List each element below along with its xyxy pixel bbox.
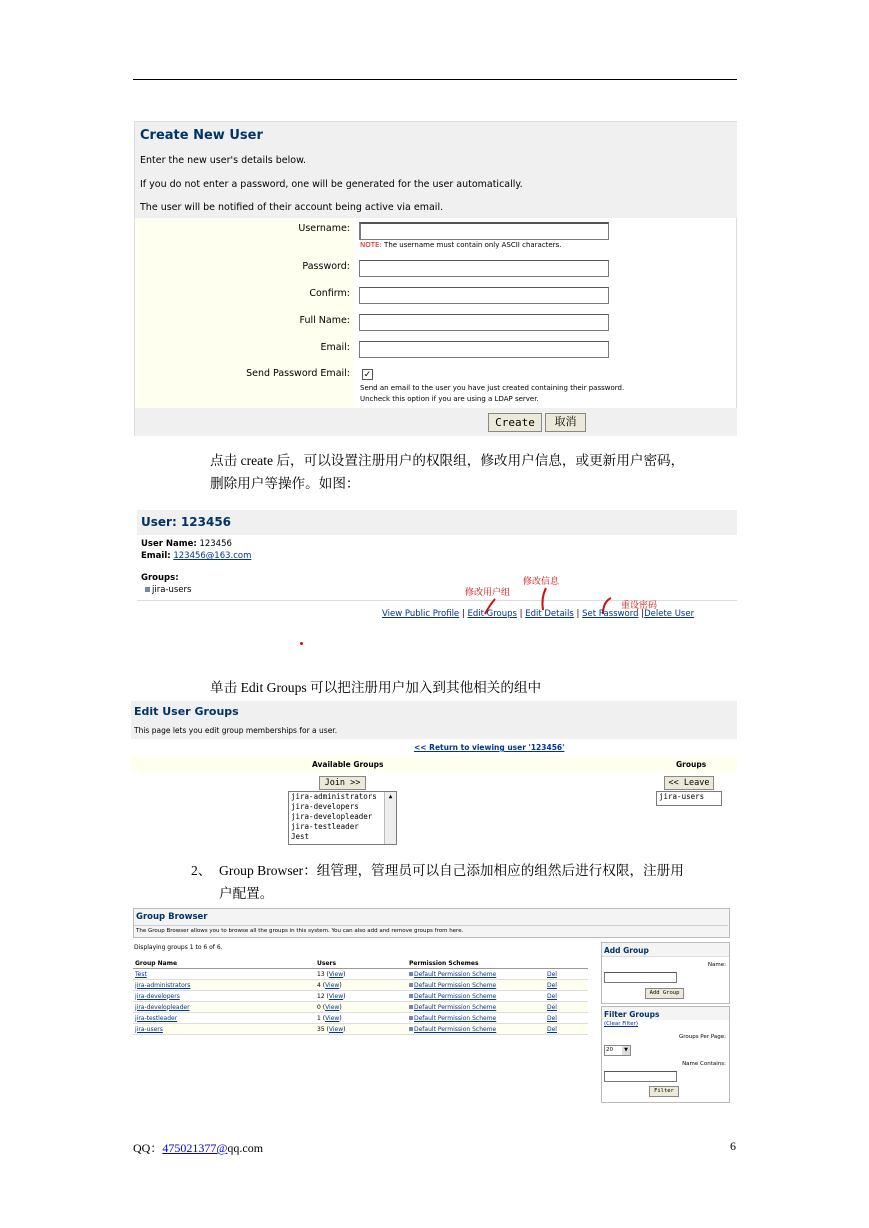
groups-per-page-select[interactable] [604, 1045, 631, 1056]
create-button[interactable]: Create [488, 413, 542, 432]
name-contains-input[interactable] [604, 1071, 677, 1082]
view-users-link[interactable]: View [328, 1025, 344, 1033]
table-row: jira-developers 12 (View) Default Permission Scheme Del [133, 991, 588, 1002]
paragraph-3-line-2: 户配置。 [219, 886, 274, 901]
square-bullet-icon [409, 1005, 413, 1009]
group-name-link[interactable]: jira-users [135, 1025, 163, 1033]
footer-qq-domain: qq.com [227, 1141, 264, 1155]
return-link[interactable]: << Return to viewing user '123456' [414, 743, 565, 752]
user-count: 4 [317, 981, 321, 989]
filter-button[interactable]: Filter [649, 1086, 679, 1097]
col-group-name: Group Name [133, 958, 315, 969]
note-prefix: NOTE: [360, 241, 382, 249]
view-users-link[interactable]: View [325, 1003, 340, 1011]
password-label: Password: [302, 261, 350, 272]
create-user-title: Create New User [140, 128, 263, 143]
permission-scheme-link[interactable]: Default Permission Scheme [414, 1025, 497, 1033]
groups-per-page-value: 20 [606, 1047, 613, 1053]
footer-qq-label: QQ： [133, 1141, 163, 1155]
fullname-label: Full Name: [299, 315, 350, 326]
group-name-link[interactable]: jira-developleader [135, 1003, 190, 1011]
username-label: Username: [298, 223, 350, 234]
group-name-link[interactable]: jira-administrators [135, 981, 191, 989]
col-actions [545, 958, 588, 969]
square-bullet-icon [409, 972, 413, 976]
available-group-item[interactable]: jira-developleader [291, 812, 373, 821]
paragraph-3-line-1: Group Browser：组管理，管理员可以自己添加相应的组然后进行权限，注册用 [219, 863, 684, 878]
col-users: Users [315, 958, 407, 969]
col-permission-schemes: Permission Schemes [407, 958, 545, 969]
add-group-button[interactable]: Add Group [645, 988, 684, 999]
delete-group-link[interactable]: Del [547, 1003, 557, 1011]
paragraph-1-line-1: 点击 create 后，可以设置注册用户的权限组，修改用户信息，或更新用户密码， [210, 453, 685, 468]
footer-qq [133, 1139, 263, 1156]
view-users-link[interactable]: View [325, 1014, 340, 1022]
group-name-link[interactable]: jira-testleader [135, 1014, 178, 1022]
square-bullet-icon [409, 1027, 413, 1031]
groups-label: Groups: [141, 573, 179, 583]
edit-groups-panel [131, 701, 737, 844]
permission-scheme-link[interactable]: Default Permission Scheme [414, 1014, 497, 1022]
edit-details-link[interactable]: Edit Details [525, 609, 574, 619]
page-number: 6 [730, 1139, 736, 1153]
filter-groups-title: Filter Groups [604, 1010, 660, 1019]
permission-scheme-link[interactable]: Default Permission Scheme [414, 970, 497, 978]
group-name-link[interactable]: Test [135, 970, 147, 978]
email-input[interactable] [359, 341, 609, 358]
view-users-link[interactable]: View [325, 981, 340, 989]
square-bullet-icon [409, 994, 413, 998]
delete-group-link[interactable]: Del [547, 981, 557, 989]
user-count: 12 [317, 992, 325, 1000]
view-public-profile-link[interactable]: View Public Profile [382, 609, 460, 619]
user-name-value: 123456 [196, 539, 232, 549]
header-rule [133, 79, 737, 80]
paragraph-1-line-2: 删除用户等操作。如图： [210, 476, 360, 491]
filter-groups-box [601, 1006, 730, 1103]
user-view-panel [137, 510, 737, 628]
delete-group-link[interactable]: Del [547, 1025, 557, 1033]
confirm-label: Confirm: [309, 288, 350, 299]
paragraph-2: 单击 Edit Groups 可以把注册用户加入到其他相关的组中 [210, 680, 542, 695]
group-browser-desc: The Group Browser allows you to browse all the groups in this system. You can also add and remove groups from here. [136, 928, 464, 934]
clear-filter-link[interactable]: (Clear Filter) [604, 1021, 639, 1027]
user-name-label: User Name: [141, 539, 197, 549]
note-text: The username must contain only ASCII characters. [381, 241, 562, 249]
group-table [133, 958, 588, 1035]
chevron-down-icon[interactable]: ▼ [622, 1046, 630, 1055]
fullname-input[interactable] [359, 314, 609, 331]
email-label: Email: [320, 342, 350, 353]
create-user-intro-1: Enter the new user's details below. [140, 155, 306, 166]
group-item-label: jira-users [152, 585, 192, 595]
permission-scheme-link[interactable]: Default Permission Scheme [414, 981, 497, 989]
delete-group-link[interactable]: Del [547, 1014, 557, 1022]
groups-header: Groups [676, 760, 707, 769]
group-browser-panel [133, 908, 730, 1101]
set-password-link[interactable]: Set Password [582, 609, 639, 619]
annotation-edit-groups: 修改用户组 [465, 587, 511, 597]
table-row: jira-testleader 1 (View) Default Permission Scheme Del [133, 1013, 588, 1024]
table-row: jira-users 35 (View) Default Permission Scheme Del [133, 1024, 588, 1035]
user-actions: View Public Profile | Edit Groups | Edit Details | Set Password |Delete User [382, 609, 695, 619]
create-user-panel [134, 121, 737, 436]
available-groups-header: Available Groups [312, 760, 384, 769]
delete-group-link[interactable]: Del [547, 970, 557, 978]
red-dot [300, 642, 303, 645]
join-button[interactable]: Join >> [319, 776, 366, 790]
group-name-link[interactable]: jira-developers [135, 992, 180, 1000]
send-email-desc-2: Uncheck this option if you are using a LDAP server. [360, 395, 539, 403]
member-groups-list[interactable] [656, 791, 722, 806]
footer-qq-link[interactable]: 475021377@ [162, 1141, 228, 1155]
create-user-intro-3: The user will be notified of their account being active via email. [140, 202, 444, 213]
leave-button[interactable]: << Leave [664, 776, 714, 790]
annotation-edit-details: 修改信息 [523, 576, 560, 586]
edit-groups-title: Edit User Groups [134, 705, 239, 718]
view-users-link[interactable]: View [328, 992, 344, 1000]
available-group-item[interactable]: jira-administrators [291, 792, 377, 801]
groups-per-page-label: Groups Per Page: [678, 1034, 726, 1040]
add-group-name-label: Name: [707, 962, 726, 968]
displaying-count: Displaying groups 1 to 6 of 6. [134, 944, 223, 951]
scroll-up-icon[interactable]: ▲ [388, 793, 393, 800]
create-user-intro-2: If you do not enter a password, one will be generated for the user automatically. [140, 179, 523, 190]
send-email-label: Send Password Email: [246, 368, 350, 379]
view-users-link[interactable]: View [328, 970, 344, 978]
table-row: jira-administrators 4 (View) Default Permission Scheme Del [133, 980, 588, 991]
email-link[interactable]: 123456@163.com [173, 551, 252, 561]
password-input[interactable] [359, 260, 609, 277]
square-bullet-icon [409, 1016, 413, 1020]
user-count: 1 [317, 1014, 321, 1022]
username-note [360, 241, 561, 249]
paragraph-3-number: 2、 [191, 863, 212, 878]
delete-user-link[interactable]: Delete User [644, 609, 695, 619]
send-email-checkbox[interactable]: ✓ [363, 369, 372, 379]
square-bullet-icon [409, 983, 413, 987]
user-count: 13 [317, 970, 325, 978]
table-row: Test 13 (View) Default Permission Scheme Del [133, 969, 588, 980]
available-group-item[interactable]: Jest [291, 832, 310, 841]
edit-groups-link[interactable]: Edit Groups [467, 609, 517, 619]
confirm-input[interactable] [359, 287, 609, 304]
annotation-set-password: 重设密码 [621, 600, 658, 610]
user-count: 35 [317, 1025, 325, 1033]
member-group-item[interactable]: jira-users [659, 792, 705, 801]
add-group-name-input[interactable] [604, 972, 677, 983]
cancel-button[interactable]: 取消 [545, 413, 586, 432]
permission-scheme-link[interactable]: Default Permission Scheme [414, 992, 497, 1000]
user-count: 0 [317, 1003, 321, 1011]
table-row: jira-developleader 0 (View) Default Permission Scheme Del [133, 1002, 588, 1013]
username-input[interactable] [359, 222, 609, 240]
available-group-item[interactable]: jira-developers [291, 802, 359, 811]
add-group-box [601, 942, 730, 1004]
add-group-title: Add Group [604, 946, 649, 955]
edit-groups-desc: This page lets you edit group memberships for a user. [134, 726, 338, 735]
user-view-title: User: 123456 [141, 515, 232, 529]
name-contains-label: Name Contains: [682, 1061, 726, 1067]
email-view-label: Email: [141, 551, 171, 561]
send-email-desc-1: Send an email to the user you have just created containing their password. [360, 384, 625, 392]
available-groups-list[interactable] [288, 791, 397, 845]
group-browser-title: Group Browser [136, 912, 208, 922]
available-group-item[interactable]: jira-testleader [291, 822, 359, 831]
permission-scheme-link[interactable]: Default Permission Scheme [414, 1003, 497, 1011]
delete-group-link[interactable]: Del [547, 992, 557, 1000]
list-scrollbar[interactable] [384, 792, 396, 844]
